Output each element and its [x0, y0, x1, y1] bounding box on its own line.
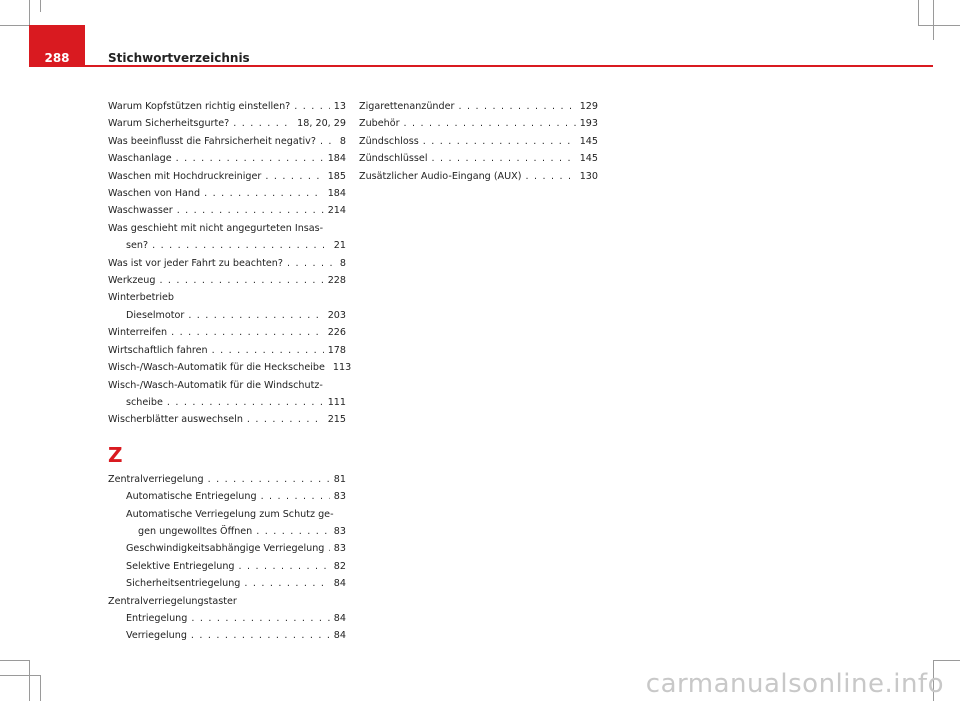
crop-mark — [0, 675, 40, 676]
index-entry: Waschen von Hand . . . 184 — [108, 185, 346, 202]
index-subentry: Verriegelung . . . 84 — [108, 627, 346, 644]
index-entry: Zündschlüssel . . . 145 — [359, 150, 598, 167]
index-entry-heading: Winterbetrieb — [108, 292, 174, 304]
index-subentry: Automatische Verriegelung zum Schutz ge- gen ungewolltes Öffnen . . . 83 — [108, 506, 346, 541]
section-letter: Z — [108, 442, 123, 467]
crop-mark — [0, 660, 29, 661]
page-title: Stichwortverzeichnis — [108, 51, 250, 65]
index-entry: Winterreifen . . . 226 — [108, 324, 346, 341]
index-subentry: Entriegelung . . . 84 — [108, 610, 346, 627]
index-column-right — [359, 98, 598, 185]
index-subentry: Automatische Entriegelung . . . 83 — [108, 488, 346, 505]
index-entry: Wirtschaftlich fahren . . . 178 — [108, 342, 346, 359]
index-entry: Waschanlage . . . 184 — [108, 150, 346, 167]
index-entry: Wisch-/Wasch-Automatik für die Heckscheibe 113 — [108, 362, 352, 374]
watermark: carmanualsonline.info — [645, 669, 944, 699]
index-entry: Zentralverriegelung . . . 81 — [108, 471, 346, 488]
crop-mark — [918, 0, 919, 25]
index-entry: Warum Kopfstützen richtig einstellen? . . . 13 — [108, 98, 346, 115]
index-entry: Zigarettenanzünder . . . 129 — [359, 98, 598, 115]
index-entry: Zusätzlicher Audio-Eingang (AUX) . . . 130 — [359, 168, 598, 185]
header-rule — [29, 65, 933, 67]
index-column-left — [108, 98, 352, 645]
crop-mark — [40, 675, 41, 701]
crop-mark — [40, 0, 41, 12]
crop-mark — [29, 660, 30, 701]
index-entry: Werkzeug . . . 228 — [108, 272, 346, 289]
index-subentry: Geschwindigkeitsabhängige Verriegelung . . . 83 — [108, 540, 346, 557]
index-entry: Zündschloss . . . 145 — [359, 133, 598, 150]
index-entry: Was beeinflusst die Fahrsicherheit negativ? . . . 8 — [108, 133, 346, 150]
index-entry: Was geschieht mit nicht angegurteten Insas- sen? . . . 21 — [108, 220, 346, 255]
index-subentry: Sicherheitsentriegelung . . . 84 — [108, 575, 346, 592]
index-entry: Warum Sicherheitsgurte? . . . 18, 20, 29 — [108, 115, 346, 132]
index-entry: Wisch-/Wasch-Automatik für die Windschutz- scheibe . . . 111 — [108, 377, 346, 412]
index-entry: Zubehör . . . 193 — [359, 115, 598, 132]
index-entry: Was ist vor jeder Fahrt zu beachten? . . . 8 — [108, 255, 346, 272]
crop-mark — [933, 660, 960, 661]
index-entry: Waschwasser . . . 214 — [108, 202, 346, 219]
index-subentry: Selektive Entriegelung . . . 82 — [108, 558, 346, 575]
index-entry-heading: Zentralverriegelungstaster — [108, 595, 237, 607]
index-entry: Waschen mit Hochdruckreiniger . . . 185 — [108, 168, 346, 185]
index-entry: Wischerblätter auswechseln . . . 215 — [108, 411, 346, 428]
index-subentry: Dieselmotor . . . 203 — [108, 307, 346, 324]
crop-mark — [933, 0, 934, 40]
page-number: 288 — [44, 51, 70, 65]
crop-mark — [918, 25, 960, 26]
